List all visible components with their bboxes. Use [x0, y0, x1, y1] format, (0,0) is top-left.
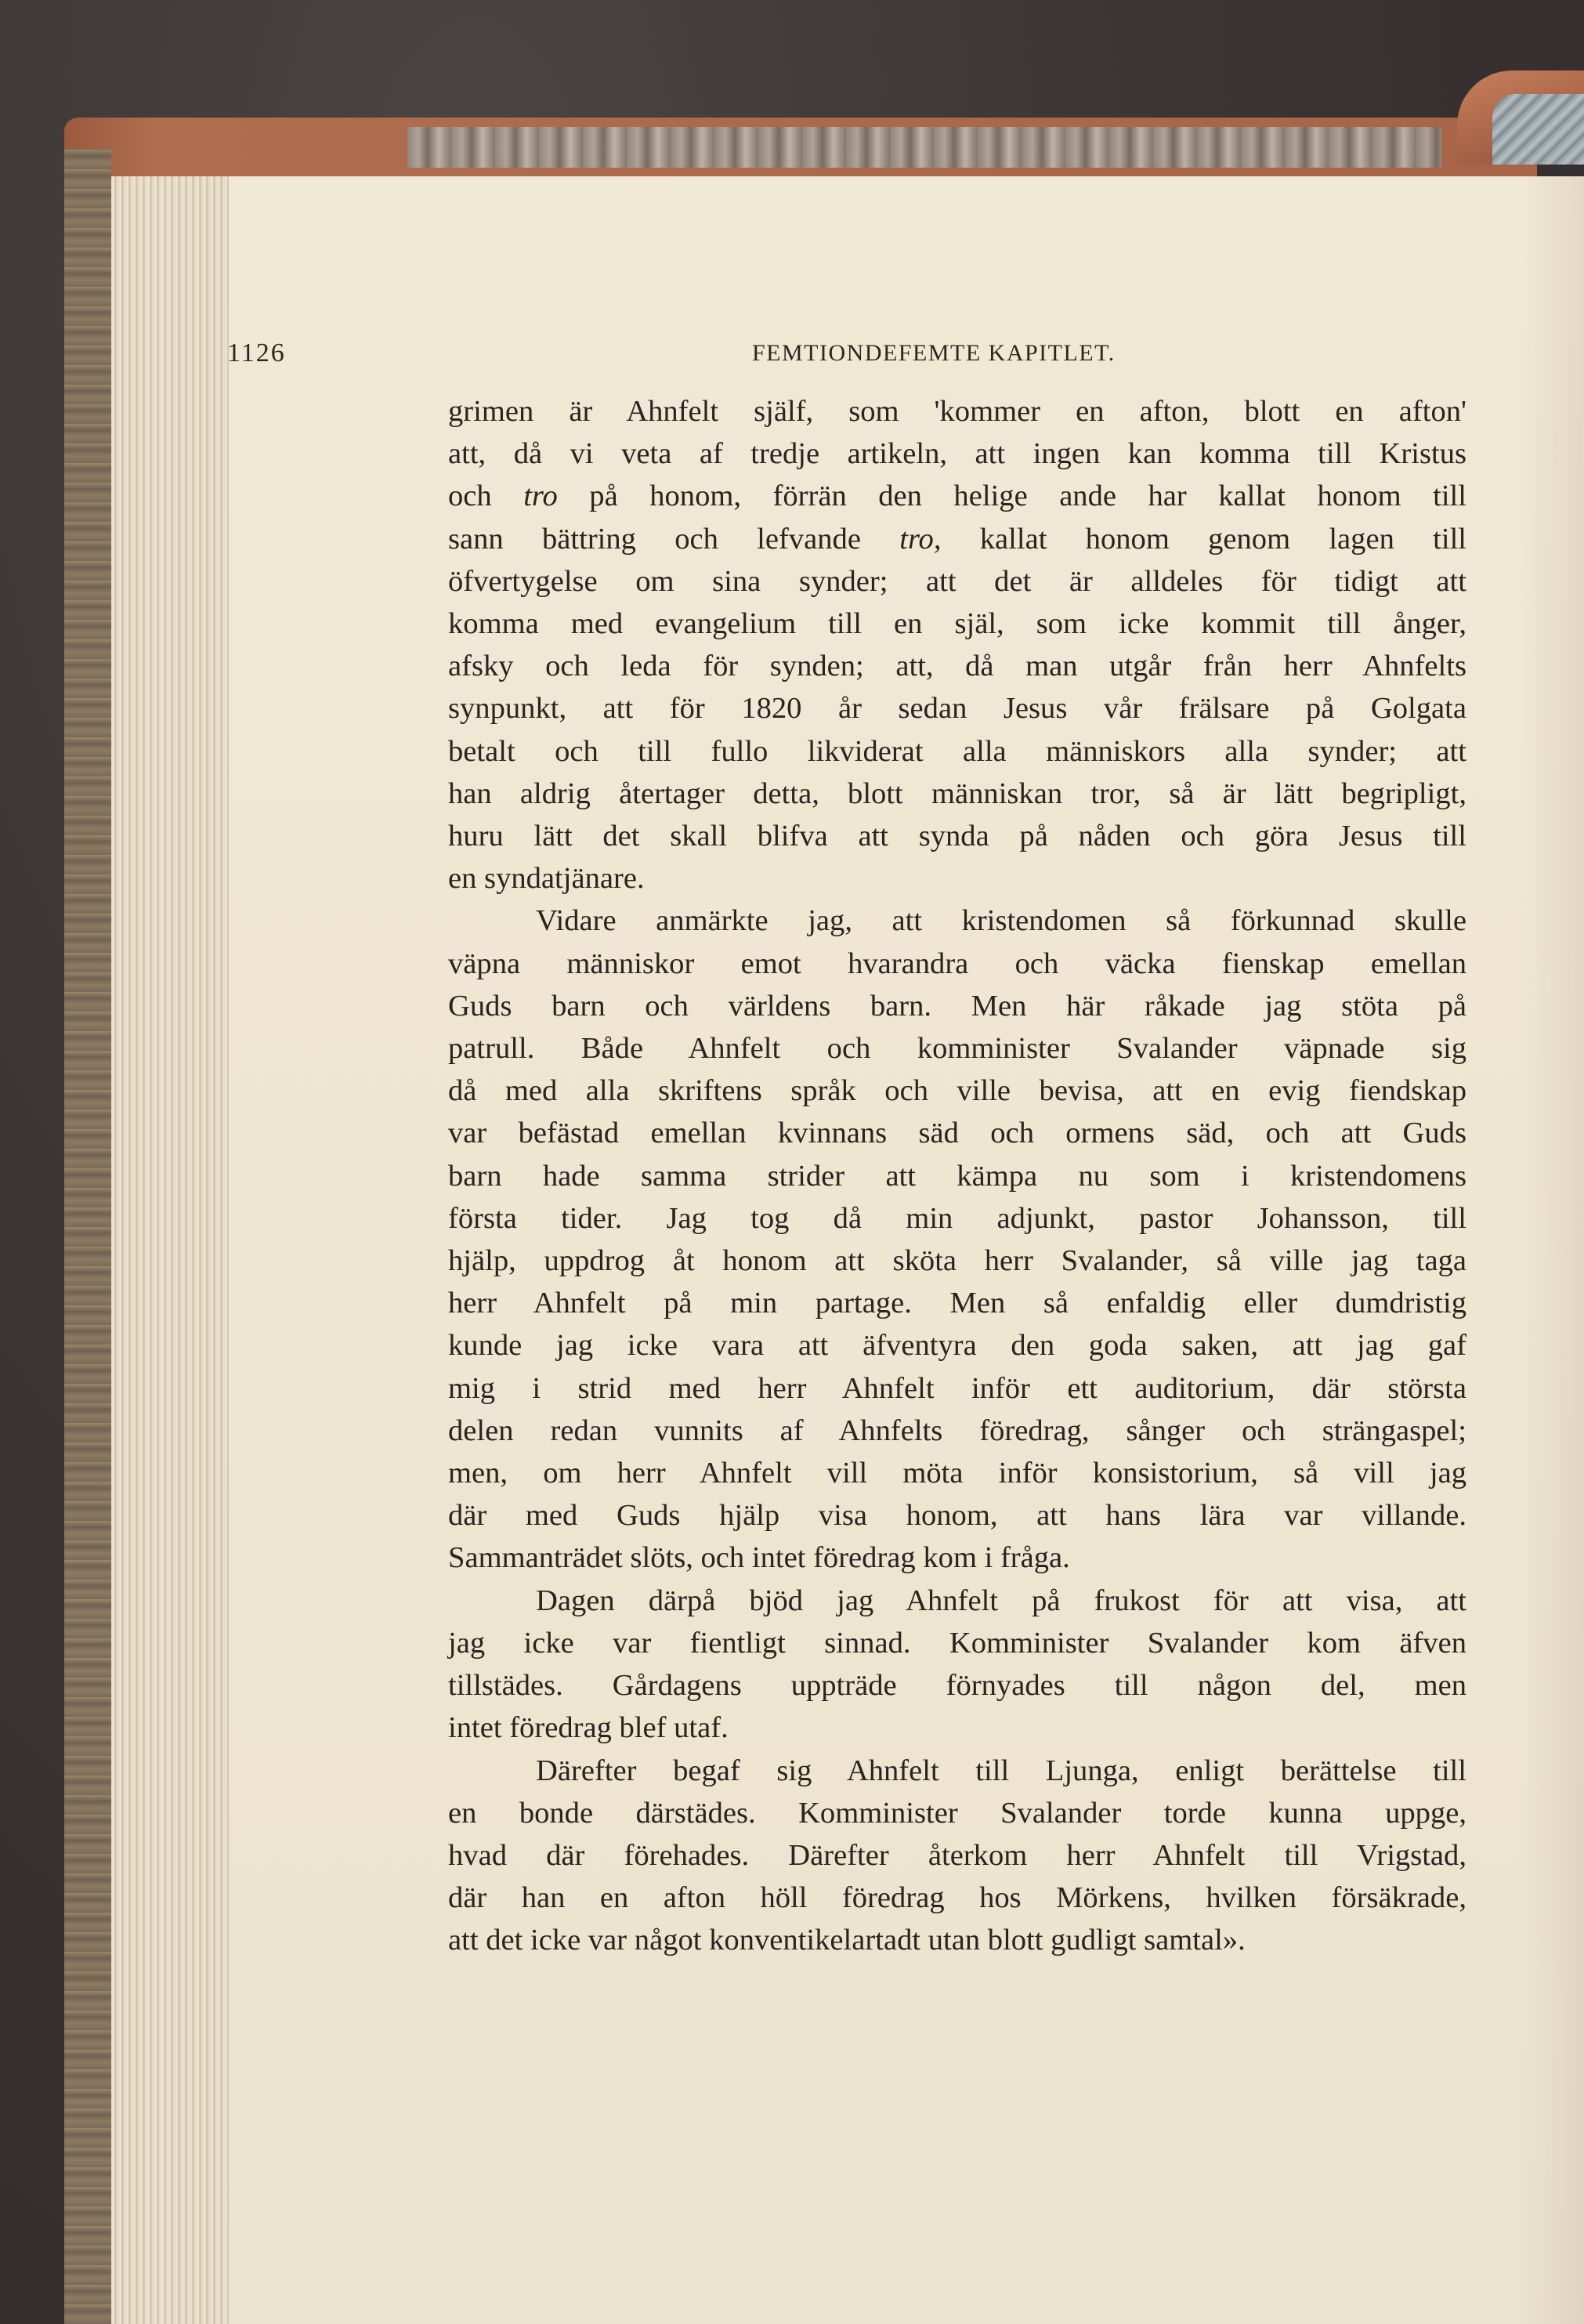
text-line: hjälp, uppdrog åt honom att sköta herr Svalander, så ville jag taga: [448, 1244, 1466, 1278]
page-number: 1126: [227, 338, 286, 367]
text-line: Därefter begaf sig Ahnfelt till Ljunga, enligt berättelse till: [536, 1754, 1466, 1787]
running-head: FEMTIONDEFEMTE KAPITLET.: [752, 340, 1116, 366]
text-line: Vidare anmärkte jag, att kristendomen så förkunnad skulle: [536, 904, 1466, 938]
text-line: intet föredrag blef utaf.: [448, 1711, 729, 1745]
text-line: [448, 475, 1466, 517]
text-line: där han en afton höll föredrag hos Mörkens, hvilken försäkrade,: [448, 1881, 1466, 1915]
bookmark-ribbon: [1492, 94, 1584, 165]
body-text: [448, 390, 1466, 1962]
italic-word: tro,: [899, 522, 942, 556]
text-line: kunde jag icke vara att äfventyra den goda saken, att jag gaf: [448, 1329, 1466, 1363]
text-line: patrull. Både Ahnfelt och komminister Svalander väpnade sig: [448, 1032, 1466, 1066]
text-line-rest: på honom, förrän den helige ande har kallat honom till: [589, 480, 1466, 513]
italic-word: tro: [523, 480, 558, 513]
text-line: hvad där förehades. Därefter återkom herr Ahnfelt till Vrigstad,: [448, 1838, 1466, 1872]
text-line: väpna människor emot hvarandra och väcka fienskap emellan: [448, 947, 1466, 980]
text-line: betalt och till fullo likviderat alla människors alla synder; att: [448, 734, 1466, 768]
text-line: Dagen därpå bjöd jag Ahnfelt på frukost för att visa, att: [536, 1584, 1466, 1617]
text-line-start: och: [448, 480, 492, 513]
text-line: Guds barn och världens barn. Men här råkade jag stöta på: [448, 989, 1466, 1023]
text-line: [448, 518, 1466, 560]
text-line: huru lätt det skall blifva att synda på nåden och göra Jesus till: [448, 820, 1466, 853]
book-spine-edge: [64, 149, 111, 2324]
text-line: en bonde därstädes. Komminister Svalander torde kunna uppge,: [448, 1796, 1466, 1830]
text-line: grimen är Ahnfelt själf, som 'kommer en afton, blott en afton': [448, 395, 1466, 428]
text-line: herr Ahnfelt på min partage. Men så enfaldig eller dumdristig: [448, 1287, 1466, 1320]
text-line: afsky och leda för synden; att, då man utgår från herr Ahnfelts: [448, 650, 1466, 683]
text-line: jag icke var fientligt sinnad. Komminister Svalander kom äfven: [448, 1626, 1466, 1660]
text-line: var befästad emellan kvinnans säd och ormens säd, och att Guds: [448, 1117, 1466, 1150]
text-line: en syndatjänare.: [448, 862, 645, 896]
text-line-rest: kallat honom genom lagen till: [979, 522, 1467, 556]
text-line-start: sann bättring och lefvande: [448, 522, 861, 556]
text-line: då med alla skriftens språk och ville bevisa, att en evig fiendskap: [448, 1074, 1466, 1108]
page-gutter-shadow: [1521, 176, 1584, 2324]
text-line: barn hade samma strider att kämpa nu som i kristendomens: [448, 1159, 1466, 1193]
text-line: mig i strid med herr Ahnfelt inför ett auditorium, där största: [448, 1371, 1466, 1405]
book-block-top-edge: [407, 127, 1441, 168]
text-line: synpunkt, att för 1820 år sedan Jesus vår frälsare på Golgata: [448, 692, 1466, 726]
text-line: tillstädes. Gårdagens uppträde förnyades till någon del, men: [448, 1669, 1466, 1703]
text-line: men, om herr Ahnfelt vill möta inför konsistorium, så vill jag: [448, 1457, 1466, 1490]
text-line: där med Guds hjälp visa honom, att hans lära var villande.: [448, 1499, 1466, 1533]
text-line: öfvertygelse om sina synder; att det är alldeles för tidigt att: [448, 564, 1466, 598]
text-line: delen redan vunnits af Ahnfelts föredrag, sånger och strängaspel;: [448, 1414, 1466, 1447]
text-line: att det icke var något konventikelartadt utan blott gudligt samtal».: [448, 1924, 1246, 1957]
text-line: komma med evangelium till en själ, som icke kommit till ånger,: [448, 607, 1466, 641]
text-line: att, då vi veta af tredje artikeln, att ingen kan komma till Kristus: [448, 437, 1466, 471]
text-line: han aldrig återtager detta, blott människan tror, så är lätt begripligt,: [448, 776, 1466, 810]
page-edges: [111, 176, 229, 2324]
text-line: första tider. Jag tog då min adjunkt, pastor Johansson, till: [448, 1201, 1466, 1235]
text-line: Sammanträdet slöts, och intet föredrag kom i fråga.: [448, 1541, 1070, 1575]
